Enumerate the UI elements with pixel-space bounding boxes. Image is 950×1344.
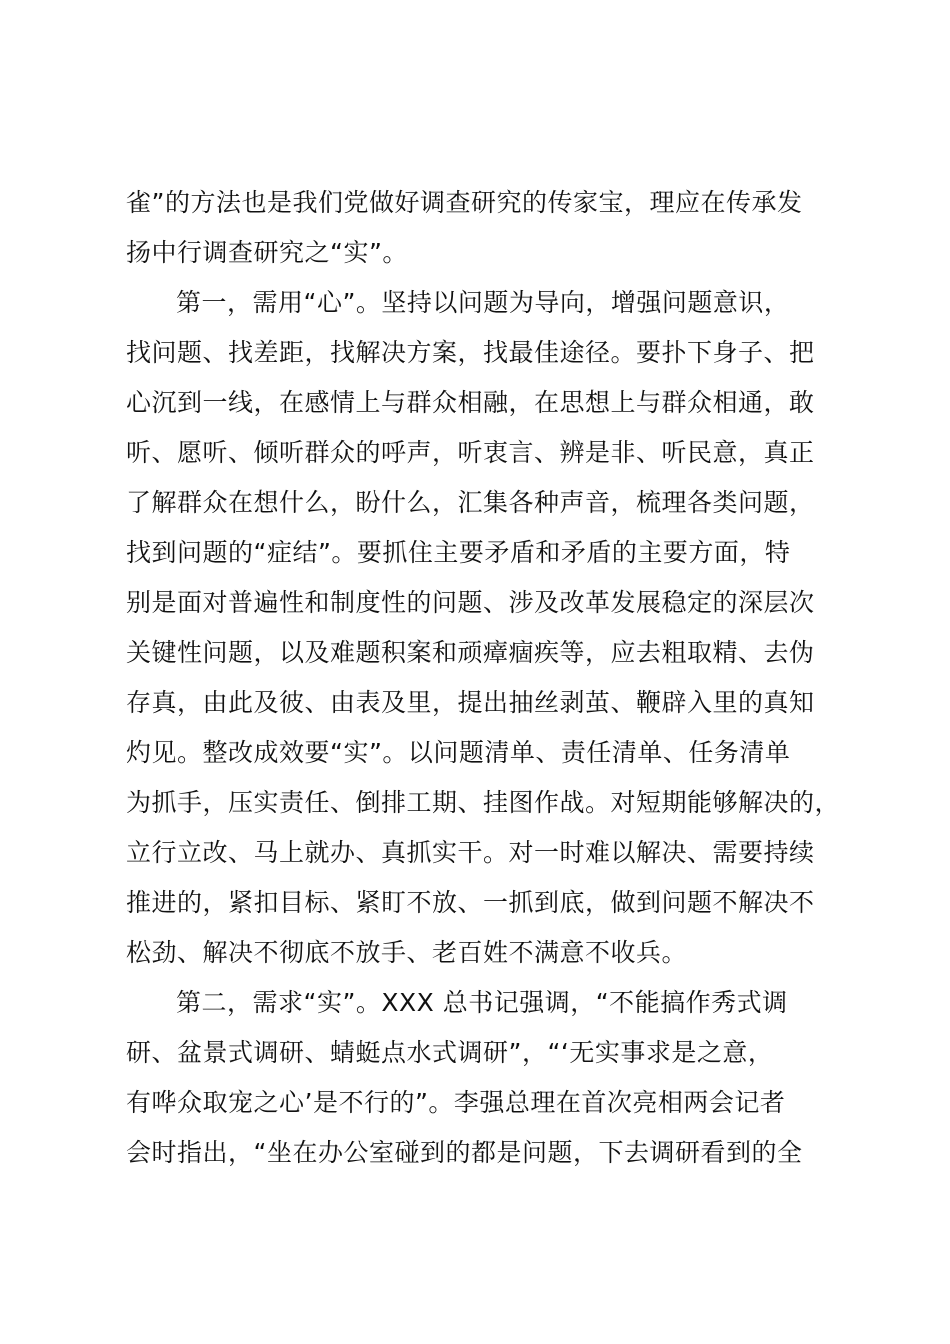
paragraph-2-first-line: 第二，需求“实”。XXX 总书记强调，“不能搞作秀式调 [176,988,788,1017]
text-line-19: 有哗众取宠之心’是不行的”。李强总理在首次亮相两会记者 [126,1088,786,1117]
text-line-2: 扬中行调查研究之“实”。 [126,238,408,267]
text-line-18: 研、盆景式调研、蜻蜓点水式调研”，“‘无实事求是之意， [126,1038,774,1067]
text-line-8: 找到问题的“症结”。要抓住主要矛盾和矛盾的主要方面，特 [126,538,791,567]
text-line-1: 雀”的方法也是我们党做好调查研究的传家宝，理应在传承发 [126,188,803,217]
body-text [126,178,856,1178]
text-line-12: 灼见。整改成效要“实”。以问题清单、责任清单、任务清单 [126,738,791,767]
text-line-6: 听、愿听、倾听群众的呼声，听衷言、辨是非、听民意，真正 [126,438,815,467]
paragraph-1-first-line: 第一，需用“心”。坚持以问题为导向，增强问题意识， [176,288,790,317]
text-line-5: 心沉到一线，在感情上与群众相融，在思想上与群众相通，敢 [126,388,815,417]
text-line-7: 了解群众在想什么，盼什么，汇集各种声音，梳理各类问题， [126,488,815,517]
text-line-15: 推进的，紧扣目标、紧盯不放、一抓到底，做到问题不解决不 [126,888,815,917]
text-line-9: 别是面对普遍性和制度性的问题、涉及改革发展稳定的深层次 [126,588,815,617]
text-line-16: 松劲、解决不彻底不放手、老百姓不满意不收兵。 [126,938,688,967]
text-line-11: 存真，由此及彼、由表及里，提出抽丝剥茧、鞭辟入里的真知 [126,688,815,717]
text-line-13: 为抓手，压实责任、倒排工期、挂图作战。对短期能够解决的， [126,788,841,817]
text-line-14: 立行立改、马上就办、真抓实干。对一时难以解决、需要持续 [126,838,815,867]
text-line-10: 关键性问题，以及难题积案和顽瘴痼疾等，应去粗取精、去伪 [126,638,815,667]
text-line-20: 会时指出，“坐在办公室碰到的都是问题，下去调研看到的全 [126,1138,803,1167]
text-line-4: 找问题、找差距，找解决方案，找最佳途径。要扑下身子、把 [126,338,815,367]
